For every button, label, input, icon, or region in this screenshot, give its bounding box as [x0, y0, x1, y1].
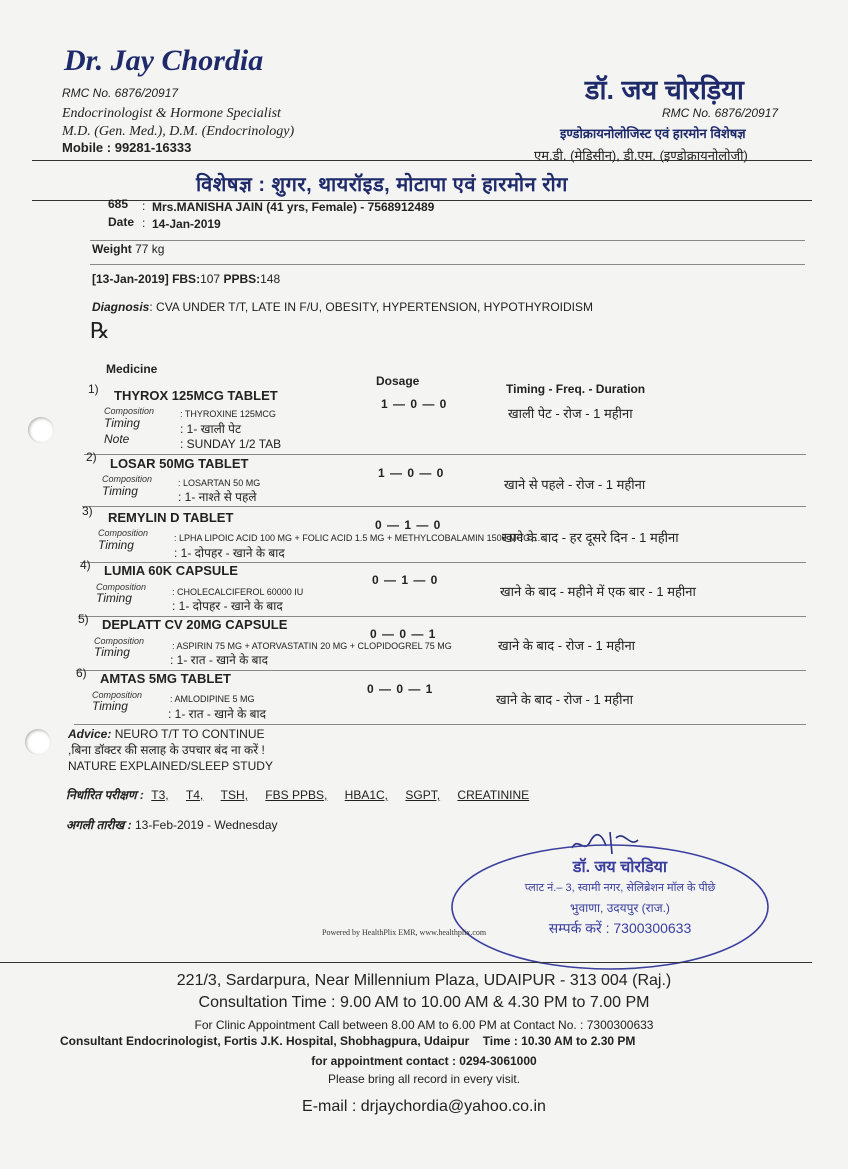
- timing-column-header: Timing - Freq. - Duration: [506, 382, 646, 396]
- diagnosis-row: Diagnosis: CVA UNDER T/T, LATE IN F/U, OBESITY, HYPERTENSION, HYPOTHYROIDISM: [92, 300, 593, 314]
- visit-date: 14-Jan-2019: [152, 217, 221, 231]
- med-1-note-label: Note: [104, 432, 130, 446]
- degrees-english: M.D. (Gen. Med.), D.M. (Endocrinology): [62, 124, 295, 139]
- test-creatinine: CREATININE: [457, 788, 530, 802]
- vitals-date: [13-Jan-2019]: [92, 272, 169, 286]
- mobile-number: Mobile : 99281-16333: [62, 140, 192, 155]
- test-hba1c: HBA1C,: [344, 788, 389, 802]
- tests-row: [66, 786, 529, 803]
- rmc-number-english: RMC No. 6876/20917: [62, 86, 179, 100]
- weight-row: [92, 242, 164, 256]
- med-1-timing-label: Timing: [104, 416, 140, 430]
- footer-consultant-time: Time : 10.30 AM to 2.30 PM: [482, 1034, 636, 1048]
- med-2-schedule: खाने से पहले - रोज - 1 महीना: [504, 477, 646, 492]
- med-5-composition-label: Composition: [94, 636, 145, 646]
- footer-consultant: Consultant Endocrinologist, Fortis J.K. Hospital, Shobhagpura, Udaipur: [60, 1034, 470, 1048]
- patient-divider: [90, 240, 805, 241]
- med-4-composition-label: Composition: [96, 582, 147, 592]
- stamp-name: डॉ. जय चोरडिया: [572, 859, 668, 876]
- med-1-composition: : THYROXINE 125MCG: [180, 409, 276, 419]
- footer-appointment-contact: for appointment contact : 0294-3061000: [311, 1054, 537, 1068]
- med-3-composition: : LPHA LIPOIC ACID 100 MG + FOLIC ACID 1.5 MG + METHYLCOBALAMIN 1500 MCG ...: [174, 533, 541, 543]
- weight-value: 77 kg: [135, 242, 165, 256]
- patient-id: 685: [108, 197, 129, 211]
- test-fbs-ppbs: FBS PPBS,: [265, 788, 328, 802]
- punch-hole-top: [28, 417, 54, 443]
- med-5-schedule: खाने के बाद - रोज - 1 महीना: [498, 638, 636, 653]
- medicine-column-header: Medicine: [106, 362, 158, 376]
- med-6-composition: : AMLODIPINE 5 MG: [170, 694, 255, 704]
- advice-label: Advice:: [68, 727, 112, 741]
- diagnosis-text: CVA UNDER T/T, LATE IN F/U, OBESITY, HYPERTENSION, HYPOTHYROIDISM: [156, 300, 593, 314]
- med-6-composition-label: Composition: [92, 690, 143, 700]
- specialty-banner: विशेषज्ञ : शुगर, थायरॉइड, मोटापा एवं हारमोन रोग: [196, 174, 568, 196]
- test-t4: T4,: [185, 788, 204, 802]
- med-1-note: : SUNDAY 1/2 TAB: [180, 437, 282, 451]
- dosage-column-header: Dosage: [376, 374, 420, 388]
- footer-consultant-row: [60, 1034, 635, 1048]
- powered-by: Powered by HealthPlix EMR, www.healthplix.com: [322, 928, 487, 937]
- stamp-address-1: प्लाट नं.– 3, स्वामी नगर, सेलिब्रेशन मॉल के पीछे: [524, 882, 716, 894]
- med-3-number: 3): [82, 504, 93, 518]
- med-1-timing: : 1- खाली पेट: [180, 422, 242, 436]
- med-2-dosage: 1 — 0 — 0: [378, 466, 445, 480]
- fbs-label: FBS:: [172, 272, 201, 286]
- date-label: Date: [108, 215, 135, 229]
- med-2-name: LOSAR 50MG TABLET: [110, 456, 249, 471]
- med-5-dosage: 0 — 0 — 1: [370, 627, 437, 641]
- med-6-name: AMTAS 5MG TABLET: [100, 671, 231, 686]
- stamp-address-2: भुवाणा, उदयपुर (राज.): [570, 901, 670, 915]
- med-4-number: 4): [80, 558, 91, 572]
- med-1-number: 1): [88, 382, 99, 396]
- med-1-dosage: 1 — 0 — 0: [381, 397, 448, 411]
- rmc-number-hindi-side: RMC No. 6876/20917: [662, 106, 779, 120]
- footer-consultation-time: Consultation Time : 9.00 AM to 10.00 AM & 4.30 PM to 7.00 PM: [198, 994, 650, 1011]
- ppbs-value: 148: [260, 272, 281, 286]
- test-tsh: TSH,: [220, 788, 248, 802]
- weight-label: Weight: [92, 242, 132, 256]
- med-2-timing: : 1- नाश्ते से पहले: [178, 490, 257, 504]
- med-1-composition-label: Composition: [104, 406, 155, 416]
- footer-email: E-mail : drjaychordia@yahoo.co.in: [302, 1098, 546, 1115]
- med-3-composition-label: Composition: [98, 528, 149, 538]
- vitals-row: [92, 272, 280, 286]
- advice-line-3: NATURE EXPLAINED/SLEEP STUDY: [68, 759, 273, 773]
- footer-appointment: For Clinic Appointment Call between 8.00 AM to 6.00 PM at Contact No. : 7300300633: [194, 1018, 654, 1032]
- stamp-text: [480, 858, 760, 938]
- med-3-schedule: खाने के बाद - हर दूसरे दिन - 1 महीना: [502, 530, 679, 545]
- med-1-divider: [84, 454, 806, 455]
- med-1-schedule: खाली पेट - रोज - 1 महीना: [508, 406, 633, 421]
- footer-address: 221/3, Sardarpura, Near Millennium Plaza, UDAIPUR - 313 004 (Raj.): [176, 972, 672, 989]
- med-5-number: 5): [78, 612, 89, 626]
- med-4-schedule: खाने के बाद - महीने में एक बार - 1 महीना: [500, 584, 696, 599]
- med-5-timing-label: Timing: [94, 645, 130, 659]
- next-visit-date: 13-Feb-2019 - Wednesday: [134, 818, 278, 832]
- patient-name: Mrs.MANISHA JAIN (41 yrs, Female) - 7568912489: [152, 200, 435, 214]
- med-5-composition: : ASPIRIN 75 MG + ATORVASTATIN 20 MG + CLOPIDOGREL 75 MG: [172, 641, 452, 651]
- med-5-timing: : 1- रात - खाने के बाद: [170, 653, 268, 667]
- stamp-contact: सम्पर्क करें : 7300300633: [548, 920, 692, 936]
- advice-line-2: ,बिना डॉक्टर की सलाह के उपचार बंद ना करें !: [68, 743, 265, 757]
- header-divider-top: [32, 160, 812, 161]
- weight-divider: [90, 264, 805, 265]
- footer-records: Please bring all record in every visit.: [327, 1072, 521, 1086]
- med-6-divider: [74, 724, 806, 725]
- med-3-timing-label: Timing: [98, 538, 134, 552]
- med-1-name: THYROX 125MCG TABLET: [114, 388, 278, 403]
- advice-line-1: NEURO T/T TO CONTINUE: [114, 727, 265, 741]
- specialty-english: Endocrinologist & Hormone Specialist: [62, 106, 281, 121]
- test-t3: T3,: [151, 788, 169, 802]
- next-visit-label: अगली तारीख :: [66, 818, 132, 832]
- med-6-timing-label: Timing: [92, 699, 128, 713]
- advice-block: [68, 726, 273, 774]
- doctor-name-hindi: डॉ. जय चोरड़िया: [585, 75, 744, 105]
- med-2-number: 2): [86, 450, 97, 464]
- med-6-dosage: 0 — 0 — 1: [367, 682, 434, 696]
- med-4-timing: : 1- दोपहर - खाने के बाद: [172, 599, 283, 613]
- patient-name-sep: :: [142, 199, 146, 213]
- degrees-hindi: एम.डी. (मेडिसीन), डी.एम. (इण्डोक्रायनोलोजी): [534, 148, 748, 163]
- diagnosis-label: Diagnosis: [92, 300, 150, 314]
- next-visit-row: [66, 816, 278, 833]
- tests-label: निर्धारित परीक्षण :: [66, 788, 144, 802]
- med-4-dosage: 0 — 1 — 0: [372, 573, 439, 587]
- med-6-timing: : 1- रात - खाने के बाद: [168, 707, 266, 721]
- test-sgpt: SGPT,: [405, 788, 441, 802]
- med-4-name: LUMIA 60K CAPSULE: [104, 563, 238, 578]
- med-4-composition: : CHOLECALCIFEROL 60000 IU: [172, 587, 304, 597]
- footer-divider: [0, 962, 812, 963]
- med-2-divider: [82, 506, 806, 507]
- date-sep: :: [142, 216, 146, 230]
- punch-hole-bottom: [25, 729, 51, 755]
- fbs-value: 107: [200, 272, 221, 286]
- med-2-composition-label: Composition: [102, 474, 153, 484]
- doctor-name-english: Dr. Jay Chordia: [64, 44, 264, 77]
- med-2-composition: : LOSARTAN 50 MG: [178, 478, 261, 488]
- ppbs-label: PPBS:: [223, 272, 261, 286]
- med-3-name: REMYLIN D TABLET: [108, 510, 234, 525]
- med-2-timing-label: Timing: [102, 484, 138, 498]
- rx-symbol: ℞: [90, 318, 110, 343]
- specialty-hindi: इण्डोक्रायनोलोजिस्ट एवं हारमोन विशेषज्ञ: [560, 126, 746, 141]
- med-3-dosage: 0 — 1 — 0: [375, 518, 442, 532]
- med-5-name: DEPLATT CV 20MG CAPSULE: [102, 617, 288, 632]
- med-4-timing-label: Timing: [96, 591, 132, 605]
- med-6-number: 6): [76, 666, 87, 680]
- med-6-schedule: खाने के बाद - रोज - 1 महीना: [496, 692, 634, 707]
- med-3-timing: : 1- दोपहर - खाने के बाद: [174, 546, 285, 560]
